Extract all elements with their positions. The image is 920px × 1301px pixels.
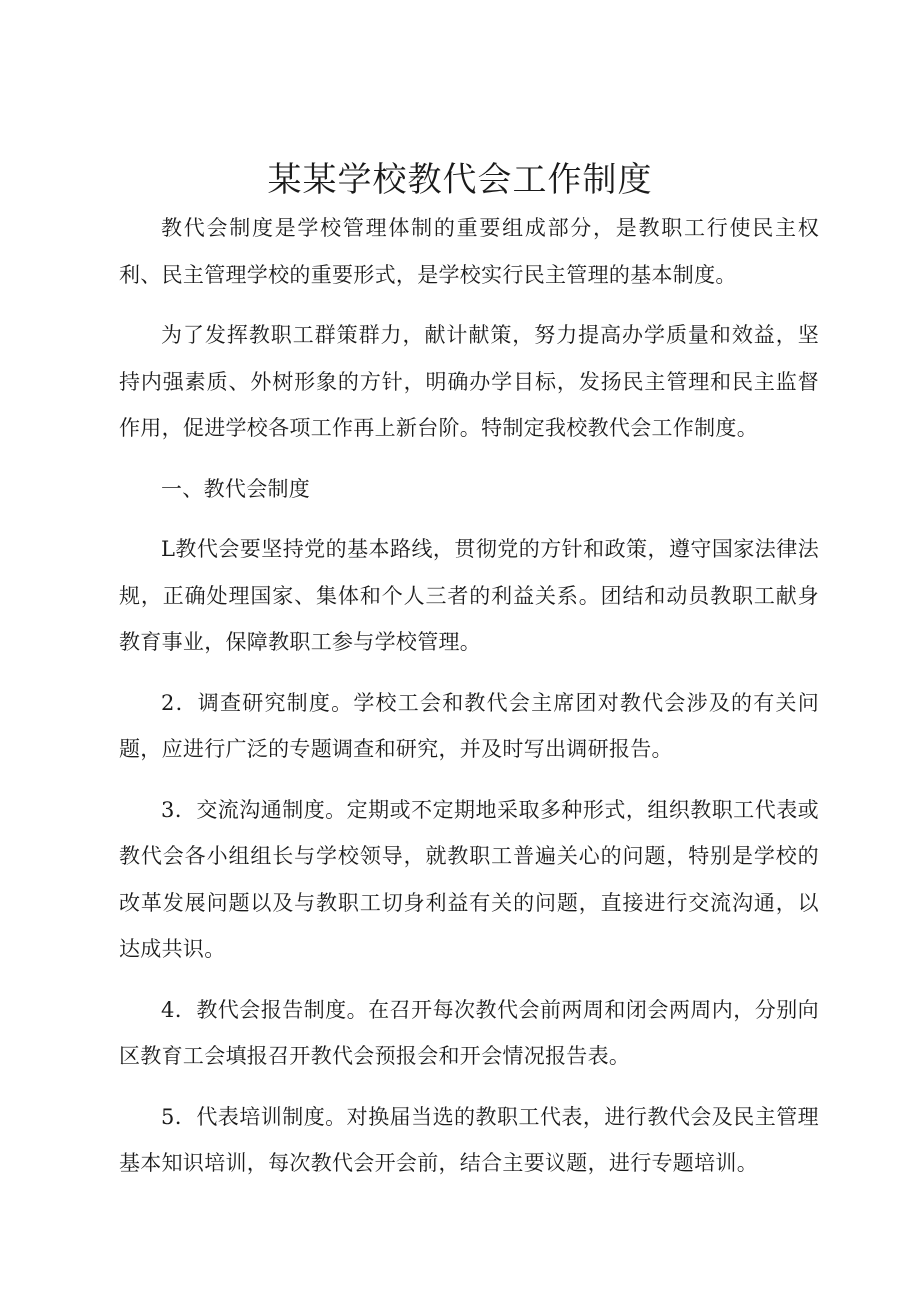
paragraph-item-1: L教代会要坚持党的基本路线，贯彻党的方针和政策，遵守国家法律法规，正确处理国家、集体和个人三者的利益关系。团结和动员教职工献身教育事业，保障教职工参与学校管理。 bbox=[119, 537, 819, 654]
document-body bbox=[119, 205, 819, 1201]
paragraph-item-2: 2．调查研究制度。学校工会和教代会主席团对教代会涉及的有关问题，应进行广泛的专题调查和研究，并及时写出调研报告。 bbox=[119, 690, 819, 761]
paragraph-item-3: 3．交流沟通制度。定期或不定期地采取多种形式，组织教职工代表或教代会各小组组长与学校领导，就教职工普遍关心的问题，特别是学校的改革发展问题以及与教职工切身利益有关的问题，直接进行交流沟通，以达成共识。 bbox=[119, 797, 819, 961]
paragraph-item-5: 5．代表培训制度。对换届当选的教职工代表，进行教代会及民主管理基本知识培训，每次教代会开会前，结合主要议题，进行专题培训。 bbox=[119, 1104, 819, 1175]
document-title: 某某学校教代会工作制度 bbox=[267, 160, 653, 200]
paragraph-purpose: 为了发挥教职工群策群力，献计献策，努力提高办学质量和效益，坚持内强素质、外树形象的方针，明确办学目标，发扬民主管理和民主监督作用，促进学校各项工作再上新台阶。特制定我校教代会工作制度。 bbox=[119, 323, 819, 440]
paragraph-item-4: 4．教代会报告制度。在召开每次教代会前两周和闭会两周内，分别向区教育工会填报召开教代会预报会和开会情况报告表。 bbox=[119, 997, 819, 1068]
section-heading: 一、教代会制度 bbox=[161, 476, 311, 501]
paragraph-intro: 教代会制度是学校管理体制的重要组成部分，是教职工行使民主权利、民主管理学校的重要形式，是学校实行民主管理的基本制度。 bbox=[119, 216, 819, 287]
